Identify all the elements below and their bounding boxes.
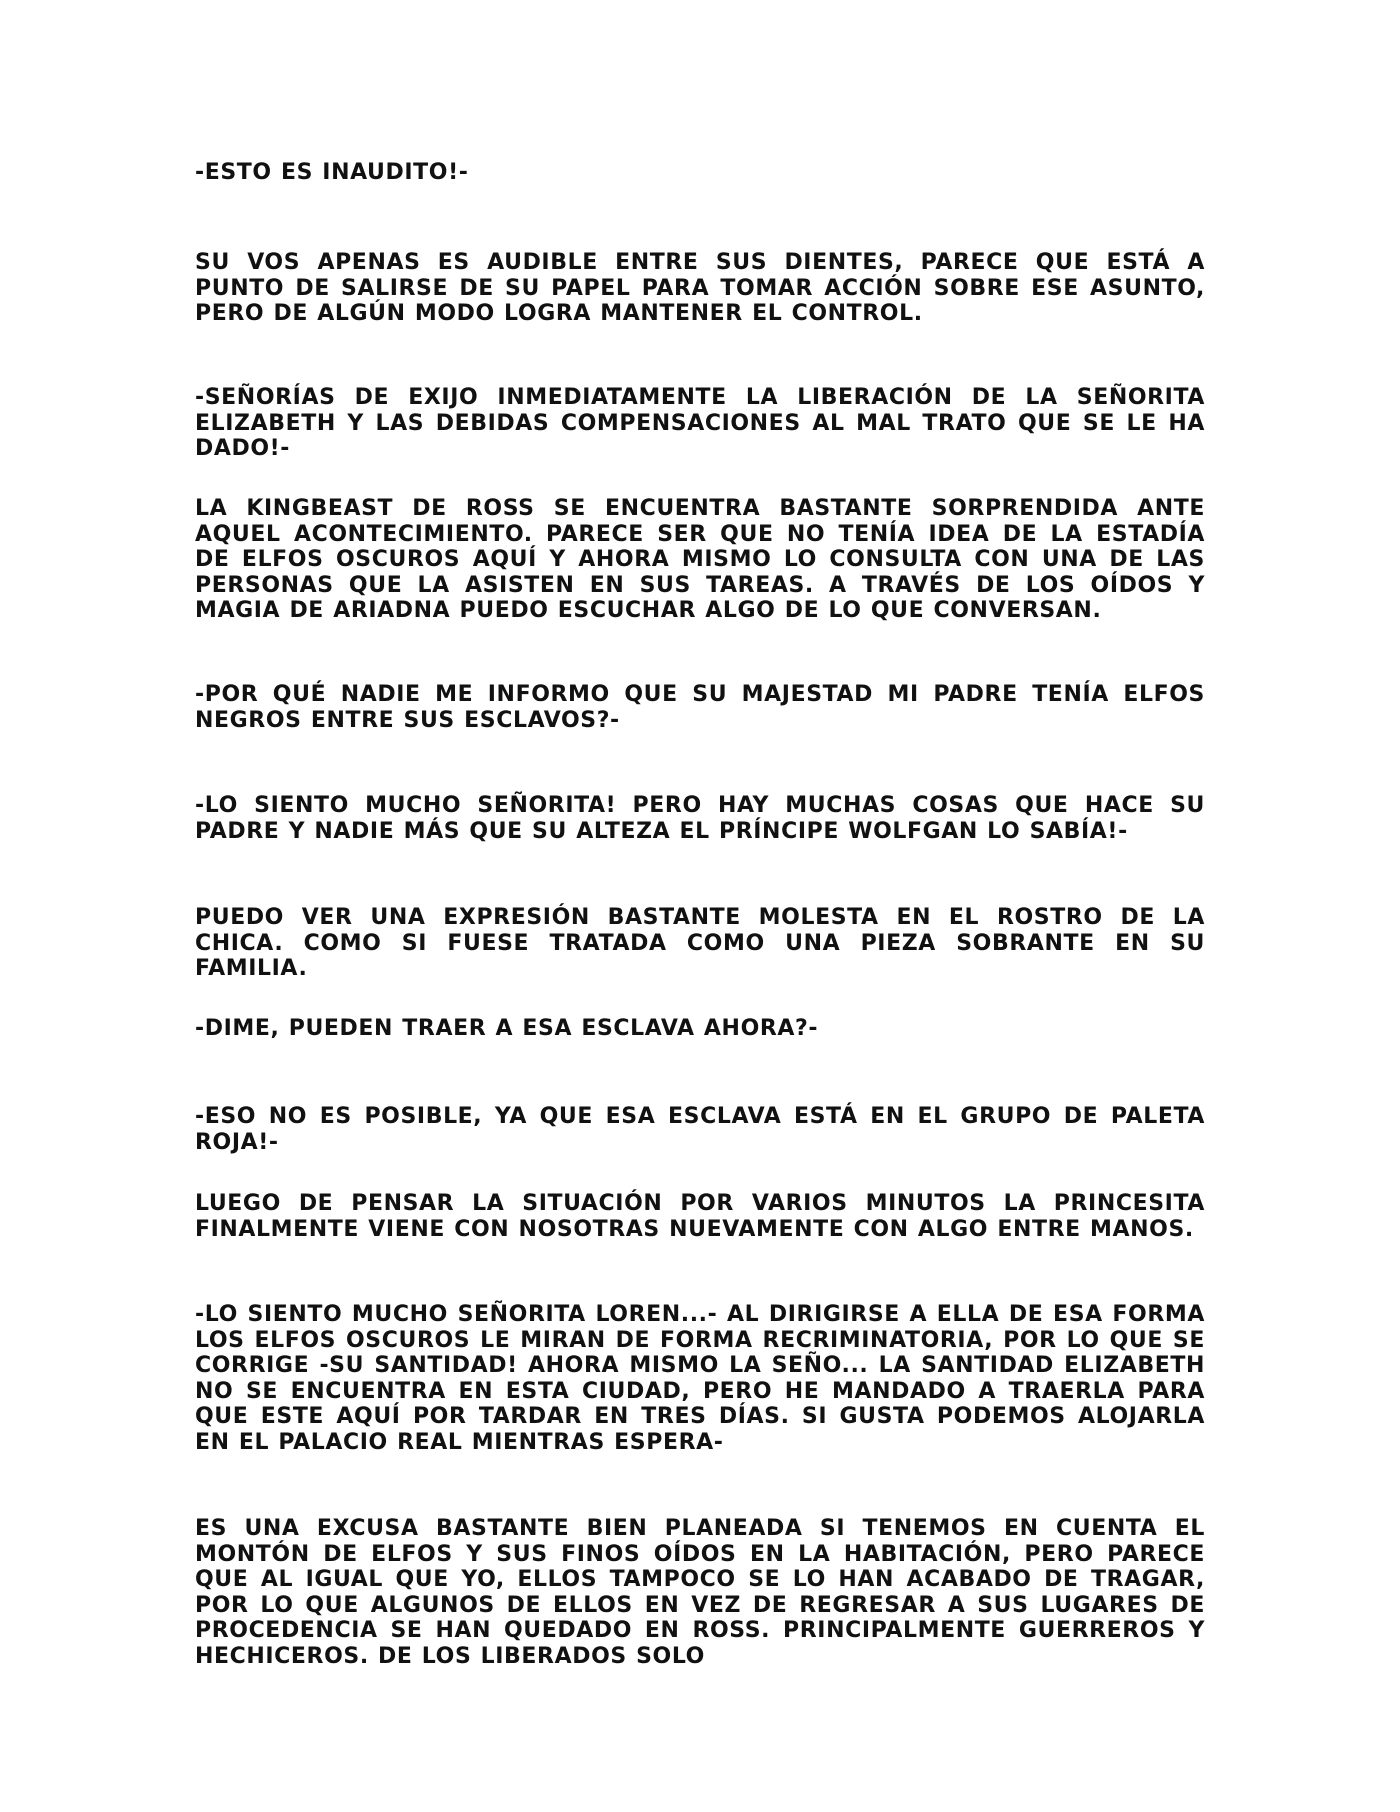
paragraph-5: -POR QUÉ NADIE ME INFORMO QUE SU MAJESTAD MI PADRE TENÍA ELFOS NEGROS ENTRE SUS ESCLAVOS?- xyxy=(195,682,1205,733)
paragraph-1: -ESTO ES INAUDITO!- xyxy=(195,160,469,185)
paragraph-10: LUEGO DE PENSAR LA SITUACIÓN POR VARIOS MINUTOS LA PRINCESITA FINALMENTE VIENE CON NOSOTRAS NUEVAMENTE CON ALGO ENTRE MANOS. xyxy=(195,1191,1205,1242)
paragraph-2: SU VOS APENAS ES AUDIBLE ENTRE SUS DIENTES, PARECE QUE ESTÁ A PUNTO DE SALIRSE DE SU PAPEL PARA TOMAR ACCIÓN SOBRE ESE ASUNTO, PERO DE ALGÚN MODO LOGRA MANTENER EL CONTROL. xyxy=(195,250,1205,326)
paragraph-8: -DIME, PUEDEN TRAER A ESA ESCLAVA AHORA?- xyxy=(195,1016,819,1041)
paragraph-6: -LO SIENTO MUCHO SEÑORITA! PERO HAY MUCHAS COSAS QUE HACE SU PADRE Y NADIE MÁS QUE SU ALTEZA EL PRÍNCIPE WOLFGAN LO SABÍA!- xyxy=(195,793,1205,844)
paragraph-11: -LO SIENTO MUCHO SEÑORITA LOREN...- AL DIRIGIRSE A ELLA DE ESA FORMA LOS ELFOS OSCUROS LE MIRAN DE FORMA RECRIMINATORIA, POR LO QUE SE CORRIGE -SU SANTIDAD! AHORA MISMO LA SEÑO... LA SANTIDAD ELIZABETH NO SE ENCUENTRA EN ESTA CIUDAD, PERO HE MANDADO A TRAERLA PARA QUE ESTE AQUÍ POR TARDAR EN TRES DÍAS. SI GUSTA PODEMOS ALOJARLA EN EL PALACIO REAL MIENTRAS ESPERA- xyxy=(195,1302,1205,1455)
paragraph-9: -ESO NO ES POSIBLE, YA QUE ESA ESCLAVA ESTÁ EN EL GRUPO DE PALETA ROJA!- xyxy=(195,1104,1205,1155)
paragraph-4: LA KINGBEAST DE ROSS SE ENCUENTRA BASTANTE SORPRENDIDA ANTE AQUEL ACONTECIMIENTO. PARECE SER QUE NO TENÍA IDEA DE LA ESTADÍA DE ELFOS OSCUROS AQUÍ Y AHORA MISMO LO CONSULTA CON UNA DE LAS PERSONAS QUE LA ASISTEN EN SUS TAREAS. A TRAVÉS DE LOS OÍDOS Y MAGIA DE ARIADNA PUEDO ESCUCHAR ALGO DE LO QUE CONVERSAN. xyxy=(195,496,1205,623)
paragraph-3: -SEÑORÍAS DE EXIJO INMEDIATAMENTE LA LIBERACIÓN DE LA SEÑORITA ELIZABETH Y LAS DEBIDAS COMPENSACIONES AL MAL TRATO QUE SE LE HA DADO!- xyxy=(195,385,1205,461)
paragraph-7: PUEDO VER UNA EXPRESIÓN BASTANTE MOLESTA EN EL ROSTRO DE LA CHICA. COMO SI FUESE TRATADA COMO UNA PIEZA SOBRANTE EN SU FAMILIA. xyxy=(195,905,1205,981)
paragraph-12: ES UNA EXCUSA BASTANTE BIEN PLANEADA SI TENEMOS EN CUENTA EL MONTÓN DE ELFOS Y SUS FINOS OÍDOS EN LA HABITACIÓN, PERO PARECE QUE AL IGUAL QUE YO, ELLOS TAMPOCO SE LO HAN ACABADO DE TRAGAR, POR LO QUE ALGUNOS DE ELLOS EN VEZ DE REGRESAR A SUS LUGARES DE PROCEDENCIA SE HAN QUEDADO EN ROSS. PRINCIPALMENTE GUERREROS Y HECHICEROS. DE LOS LIBERADOS SOLO xyxy=(195,1516,1205,1669)
